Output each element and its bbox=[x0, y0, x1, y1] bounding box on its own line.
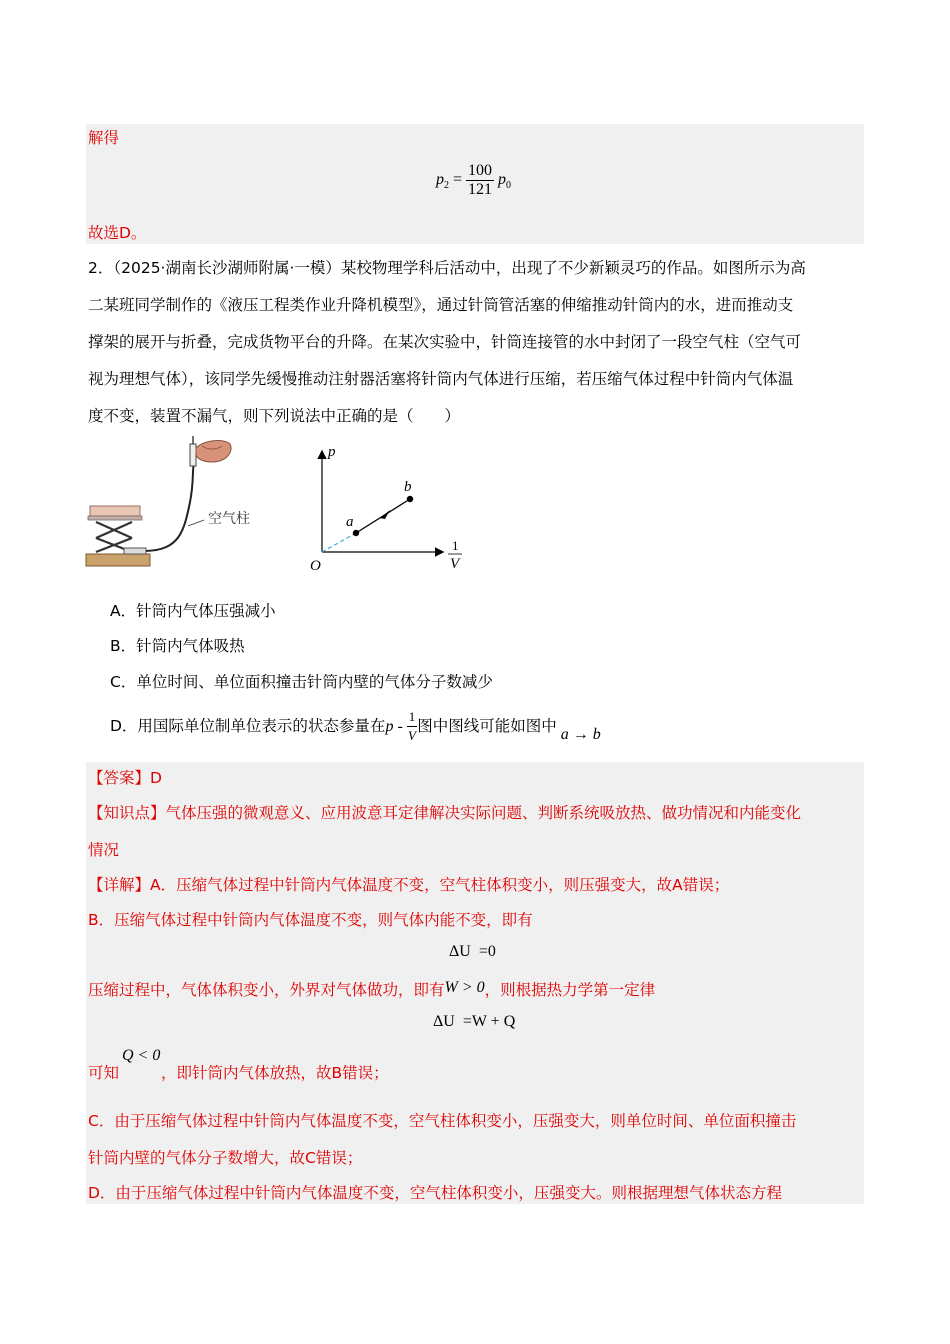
detail-a: 【详解】A．压缩气体过程中针筒内气体温度不变，空气柱体积变小，则压强变大，故A错误； bbox=[88, 876, 730, 894]
equation-first-law: ΔU =W + Q bbox=[433, 1013, 516, 1030]
knowledge-line-1: 【知识点】气体压强的微观意义、应用波意耳定律解决实际问题、判断系统吸放热、做功情况和内能变化 bbox=[88, 804, 802, 822]
option-c: C．单位时间、单位面积撞击针筒内壁的气体分子数减少 bbox=[110, 673, 493, 691]
compress-line: 压缩过程中，气体体积变小，外界对气体做功，即有W > 0，则根据热力学第一定律 bbox=[88, 979, 656, 999]
p-inverse-v-graph bbox=[300, 440, 470, 580]
q-less-than-zero: Q < 0 bbox=[122, 1047, 161, 1064]
point-a bbox=[353, 530, 359, 536]
point-b-label: b bbox=[404, 479, 412, 495]
question-line-1: 2．（2025·湖南长沙湖师附属·一模）某校物理学科后活动中，出现了不少新颖灵巧的作品。如图所示为高 bbox=[88, 259, 806, 277]
heat-release-line: 可知 ，即针筒内气体放热，故B错误； bbox=[88, 1064, 389, 1082]
point-a-label: a bbox=[346, 514, 354, 530]
knowledge-line-2: 情况 bbox=[88, 841, 120, 859]
y-axis-label: p bbox=[328, 444, 336, 460]
option-d: D．用国际单位制单位表示的状态参量在p - $\frac{1}{V}$ 图中图线可能如图中 a → b bbox=[110, 709, 601, 743]
question-line-3: 撑架的展开与折叠，完成货物平台的升降。在某次实验中，针筒连接管的水中封闭了一段空气柱（空气可 bbox=[88, 333, 802, 351]
option-a: A．针筒内气体压强减小 bbox=[110, 602, 276, 620]
detail-b: B．压缩气体过程中针筒内气体温度不变，则气体内能不变，即有 bbox=[88, 911, 533, 929]
air-column-label: 空气柱 bbox=[208, 511, 250, 527]
question-line-5: 度不变，装置不漏气，则下列说法中正确的是（ ） bbox=[88, 407, 461, 425]
detail-c-2: 针筒内壁的气体分子数增大，故C错误； bbox=[88, 1149, 363, 1167]
point-b bbox=[407, 496, 413, 502]
direction-arrow bbox=[380, 510, 390, 519]
solution-conclusion: 故选D。 bbox=[88, 224, 147, 242]
equation-delta-u-zero: ΔU =0 bbox=[449, 943, 496, 960]
detail-c-1: C．由于压缩气体过程中针筒内气体温度不变，空气柱体积变小，压强变大，则单位时间、单位面积撞击 bbox=[88, 1112, 797, 1130]
answer-line: 【答案】D bbox=[88, 769, 162, 787]
dashed-extension bbox=[322, 533, 356, 552]
question-stem bbox=[88, 250, 860, 435]
question-line-4: 视为理想气体），该同学先缓慢推动注射器活塞将针筒内气体进行压缩，若压缩气体过程中针筒内气体温 bbox=[88, 370, 794, 388]
option-b: B．针筒内气体吸热 bbox=[110, 637, 245, 655]
detail-d: D．由于压缩气体过程中针筒内气体温度不变，空气柱体积变小，压强变大。则根据理想气体状态方程 bbox=[88, 1184, 782, 1202]
equation-p2: $p_2$ = $\frac{100}{121}$ $p_0$ bbox=[436, 161, 512, 198]
x-axis-label-num: 1 bbox=[452, 538, 459, 553]
equation-fraction: $\frac{100}{121}$ bbox=[468, 161, 493, 198]
solution-jiede: 解得 bbox=[88, 129, 120, 147]
question-line-2: 二某班同学制作的《液压工程类作业升降机模型》，通过针筒管活塞的伸缩推动针筒内的水，进而推动支 bbox=[88, 296, 794, 314]
lift-model-figure bbox=[84, 432, 274, 574]
x-axis-label-den: V bbox=[450, 556, 460, 572]
origin-label: O bbox=[310, 558, 321, 574]
